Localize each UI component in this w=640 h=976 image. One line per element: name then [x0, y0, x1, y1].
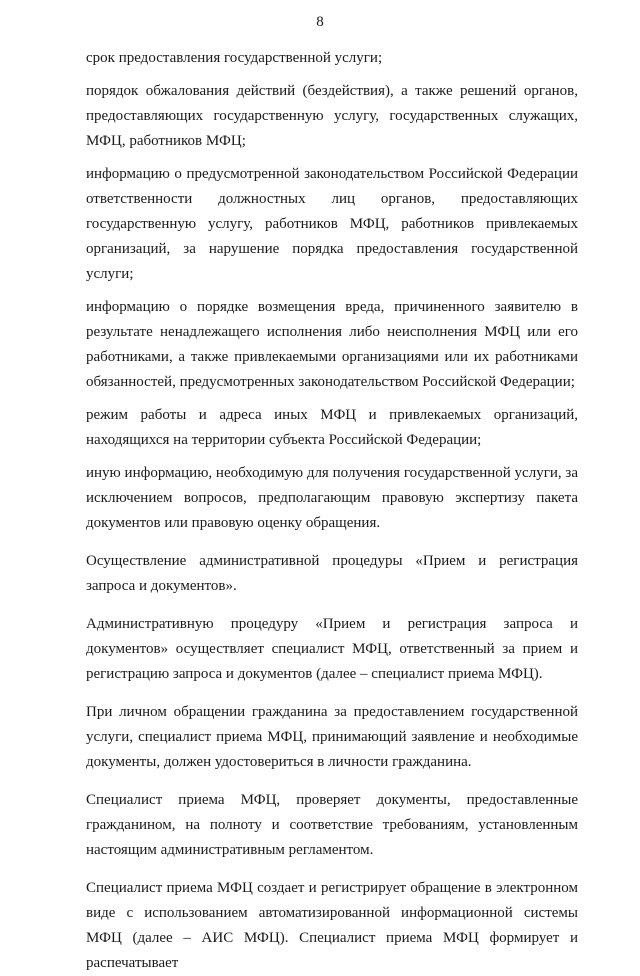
paragraph-other-info: [86, 461, 578, 536]
paragraph-procedure-responsible: [86, 612, 578, 687]
paragraph-text: срок предоставления государственной услуги;: [86, 50, 383, 66]
paragraph-appeal-procedure: [86, 79, 578, 154]
paragraph-text: информацию о порядке возмещения вреда, причиненного заявителю в результате ненадлежащего исполнения либо неисполнения МФЦ или его работниками, а также привлекаемыми организациями или их работниками обязанностей, предусмотренных законодательством Российской Федерации;: [86, 299, 578, 390]
paragraph-text: порядок обжалования действий (бездействия), а также решений органов, предоставляющих государственную услугу, государственных служащих, МФЦ, работников МФЦ;: [86, 83, 578, 149]
paragraph-text: информацию о предусмотренной законодательством Российской Федерации ответственности должностных лиц органов, предоставляющих государственную услугу, работников МФЦ, работников привлекаемых организаций, за нарушение порядка предоставления государственной услуги;: [86, 166, 578, 282]
paragraph-text: режим работы и адреса иных МФЦ и привлекаемых организаций, находящихся на территории субъекта Российской Федерации;: [86, 407, 578, 448]
paragraph-text: Осуществление административной процедуры «Прием и регистрация запроса и документов».: [86, 553, 578, 594]
paragraph-liability-info: [86, 162, 578, 287]
paragraph-term: [86, 46, 578, 71]
paragraph-text: Специалист приема МФЦ, проверяет документы, предоставленные гражданином, на полноту и соответствие требованиям, установленным настоящим административным регламентом.: [86, 792, 578, 858]
paragraph-text: Специалист приема МФЦ создает и регистрирует обращение в электронном виде с использованием автоматизированной информационной системы МФЦ (далее – АИС МФЦ). Специалист приема МФЦ формирует и распечатывает: [86, 880, 578, 971]
paragraph-registration: [86, 876, 578, 976]
page-number: 8: [316, 14, 324, 30]
paragraph-text: иную информацию, необходимую для получения государственной услуги, за исключением вопросов, предполагающим правовую экспертизу пакета документов или правовую оценку обращения.: [86, 465, 578, 531]
paragraph-work-schedule: [86, 403, 578, 453]
paragraph-damage-compensation: [86, 295, 578, 395]
document-body: [86, 46, 578, 976]
paragraph-text: При личном обращении гражданина за предоставлением государственной услуги, специалист приема МФЦ, принимающий заявление и необходимые документы, должен удостовериться в личности гражданина.: [86, 704, 578, 770]
paragraph-text: Административную процедуру «Прием и регистрация запроса и документов» осуществляет специалист МФЦ, ответственный за прием и регистрацию запроса и документов (далее – специалист приема МФЦ).: [86, 616, 578, 682]
paragraph-personal-appeal: [86, 700, 578, 775]
paragraph-document-check: [86, 788, 578, 863]
paragraph-procedure-heading: [86, 549, 578, 599]
